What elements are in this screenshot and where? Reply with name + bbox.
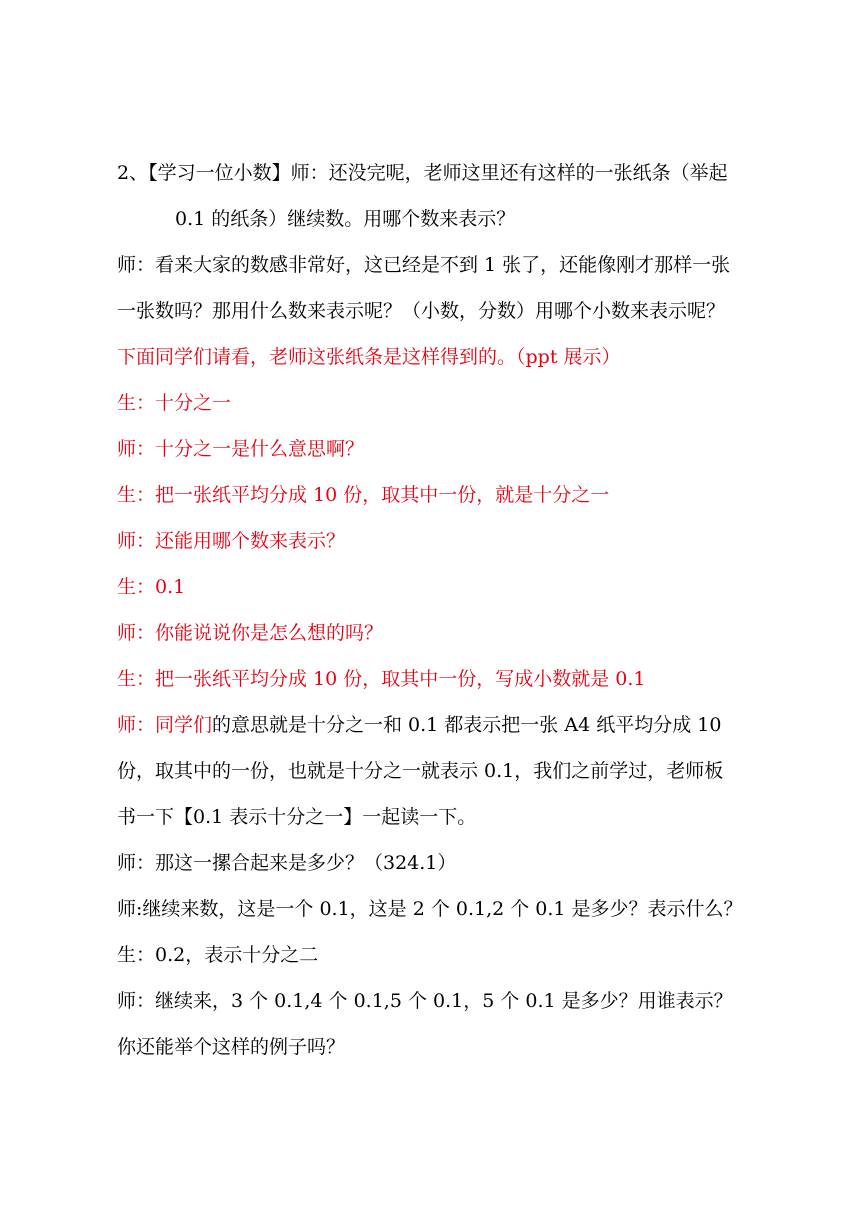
paragraph-line-13 <box>117 712 721 738</box>
line-text: 师：十分之一是什么意思啊？ <box>117 438 365 460</box>
paragraph-line-6 <box>117 390 231 416</box>
line-text: 师:继续来数，这是一个 0.1，这是 2 个 0.1,2 个 0.1 是多少？表示什么？ <box>117 898 743 920</box>
line-text: 师：继续来，3 个 0.1,4 个 0.1,5 个 0.1，5 个 0.1 是多少？用谁表示？ <box>117 990 733 1012</box>
line-text: 份，取其中的一份，也就是十分之一就表示 0.1，我们之前学过，老师板 <box>117 760 724 782</box>
paragraph-line-4 <box>117 298 725 324</box>
paragraph-line-9 <box>117 528 345 554</box>
paragraph-line-2 <box>175 206 515 232</box>
speaker-label: 师：同学们 <box>117 714 213 736</box>
line-text: 师：那这一摞合起来是多少？（324.1） <box>117 852 457 874</box>
line-text: 你还能举个这样的例子吗？ <box>117 1036 346 1058</box>
paragraph-line-16 <box>117 850 456 876</box>
paragraph-line-17 <box>117 896 743 922</box>
paragraph-line-8 <box>117 482 609 508</box>
line-text: 一张数吗？那用什么数来表示呢？（小数，分数）用哪个小数来表示呢？ <box>117 300 726 322</box>
line-text: 2、【学习一位小数】师：还没完呢，老师这里还有这样的一张纸条（举起 <box>117 162 728 184</box>
line-text: 生：十分之一 <box>117 392 232 414</box>
paragraph-line-18 <box>117 942 318 968</box>
paragraph-line-15 <box>117 804 476 830</box>
line-text: 生：0.1 <box>117 576 186 598</box>
paragraph-line-12 <box>117 666 646 692</box>
paragraph-line-3 <box>117 252 730 278</box>
paragraph-line-5 <box>117 344 621 370</box>
paragraph-line-7 <box>117 436 364 462</box>
line-text: 0.1 的纸条）继续数。用哪个数来表示？ <box>175 208 516 230</box>
paragraph-line-20 <box>117 1034 345 1060</box>
paragraph-line-11 <box>117 620 383 646</box>
paragraph-line-10 <box>117 574 185 600</box>
line-text: 的意思就是十分之一和 0.1 都表示把一张 A4 纸平均分成 10 <box>212 714 722 736</box>
line-text: 师：还能用哪个数来表示？ <box>117 530 346 552</box>
line-text: 生：把一张纸平均分成 10 份，取其中一份，就是十分之一 <box>117 484 610 506</box>
line-text: 师：你能说说你是怎么想的吗？ <box>117 622 384 644</box>
paragraph-line-14 <box>117 758 723 784</box>
line-text: 书一下【0.1 表示十分之一】一起读一下。 <box>117 806 477 828</box>
line-text: 生：把一张纸平均分成 10 份，取其中一份，写成小数就是 0.1 <box>117 668 646 690</box>
paragraph-line-19 <box>117 988 733 1014</box>
line-text: 师：看来大家的数感非常好，这已经是不到 1 张了，还能像刚才那样一张 <box>117 254 731 276</box>
paragraph-line-1 <box>117 160 728 186</box>
line-text: 生：0.2，表示十分之二 <box>117 944 319 966</box>
line-text: 下面同学们请看，老师这张纸条是这样得到的。（ppt 展示） <box>117 346 621 368</box>
